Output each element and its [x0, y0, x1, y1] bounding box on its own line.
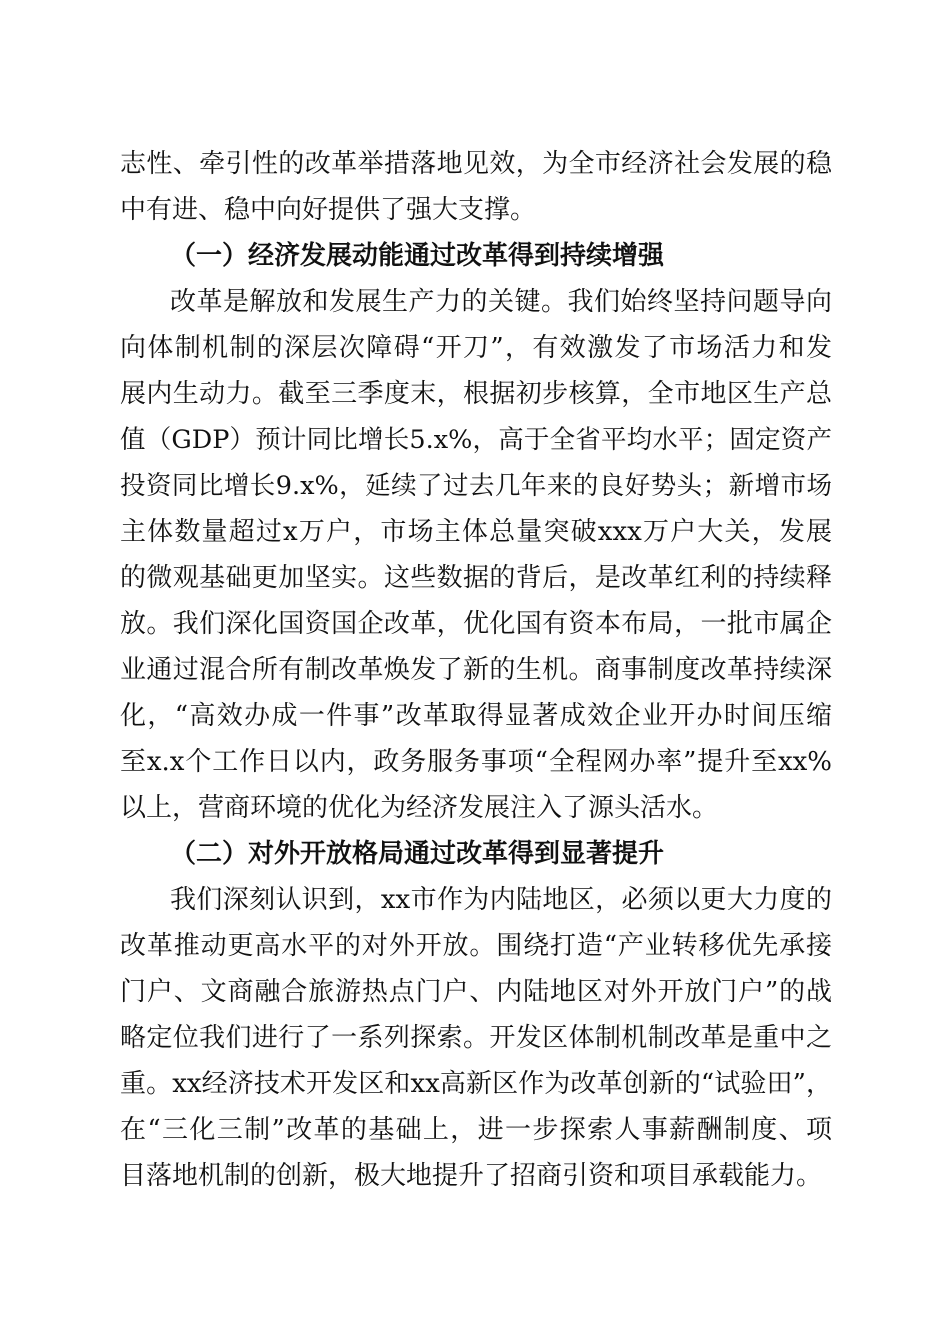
body-text-line: 至x.x个工作日以内，政务服务事项“全程网办率”提升至xx% [120, 747, 832, 777]
section-heading-2: （二）对外开放格局通过改革得到显著提升 [170, 839, 665, 869]
body-text-line: 投资同比增长9.x%，延续了过去几年来的良好势头；新增市场 [120, 471, 832, 501]
body-text-line: 我们深刻认识到，xx市作为内陆地区，必须以更大力度的 [170, 885, 832, 915]
body-text-line: 改革是解放和发展生产力的关键。我们始终坚持问题导向 [170, 287, 832, 317]
body-text-line: 略定位我们进行了一系列探索。开发区体制机制改革是重中之 [120, 1023, 832, 1053]
body-text-line: 的微观基础更加坚实。这些数据的背后，是改革红利的持续释 [120, 563, 832, 593]
body-text-line: 放。我们深化国资国企改革，优化国有资本布局，一批市属企 [120, 609, 832, 639]
body-text-line: 改革推动更高水平的对外开放。围绕打造“产业转移优先承接 [120, 931, 832, 961]
section-heading-1: （一）经济发展动能通过改革得到持续增强 [170, 241, 665, 271]
body-text-line: 在“三化三制”改革的基础上，进一步探索人事薪酬制度、项 [120, 1115, 832, 1145]
body-text-line: 展内生动力。截至三季度末，根据初步核算，全市地区生产总 [120, 379, 832, 409]
body-text-line: 以上，营商环境的优化为经济发展注入了源头活水。 [120, 793, 719, 823]
body-text-line: 志性、牵引性的改革举措落地见效，为全市经济社会发展的稳 [120, 149, 832, 179]
body-text-line: 门户、文商融合旅游热点门户、内陆地区对外开放门户”的战 [120, 977, 832, 1007]
body-text-line: 重。xx经济技术开发区和xx高新区作为改革创新的“试验田”， [120, 1069, 832, 1099]
body-text-line: 化，“高效办成一件事”改革取得显著成效企业开办时间压缩 [120, 701, 832, 731]
body-text-line: 中有进、稳中向好提供了强大支撑。 [120, 195, 537, 225]
body-text-line: 业通过混合所有制改革焕发了新的生机。商事制度改革持续深 [120, 655, 832, 685]
body-text-line: 主体数量超过x万户，市场主体总量突破xxx万户大关，发展 [120, 517, 832, 547]
body-text-line: 向体制机制的深层次障碍“开刀”，有效激发了市场活力和发 [120, 333, 832, 363]
body-text-line: 值（GDP）预计同比增长5.x%，高于全省平均水平；固定资产 [120, 425, 832, 455]
body-text-line: 目落地机制的创新，极大地提升了招商引资和项目承载能力。 [120, 1161, 823, 1191]
